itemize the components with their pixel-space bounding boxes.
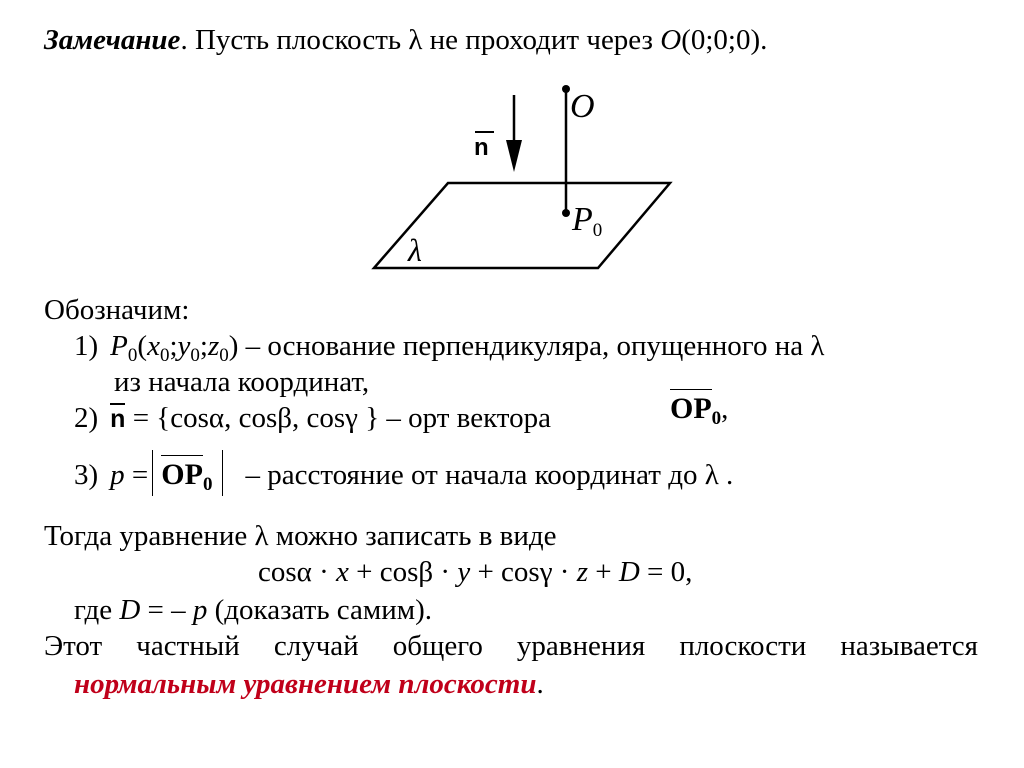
remark-text: . Пусть плоскость λ не проходит через — [180, 24, 661, 56]
normal-arrow-head — [506, 140, 522, 172]
notation-intro: Обозначим: — [44, 294, 190, 326]
remark-point: O — [660, 24, 682, 56]
remark-coords: (0;0;0). — [681, 24, 768, 56]
label-P0: $P_0$ — [572, 201, 603, 241]
label-n: n — [474, 134, 489, 161]
equation-intro: Тогда уравнение λ можно записать в виде — [44, 520, 557, 552]
where-line: где D = – p (доказать самим). — [74, 594, 433, 626]
label-lambda: λ — [408, 232, 422, 268]
origin-point — [562, 85, 570, 93]
vector-OP0: $OP_0$, — [670, 394, 728, 424]
foot-point — [562, 209, 570, 217]
item1-cont: из начала координат, — [114, 366, 370, 398]
label-O: O — [570, 88, 595, 125]
highlighted-term: нормальным уравнением плоскости — [74, 668, 537, 700]
item3: 3) $p = OP_0$ – расстояние от начала координат до λ . — [74, 450, 733, 496]
conclusion-text: Этот частный случай общего уравнения плоскости называется — [44, 630, 978, 662]
item1: 1) $P_0(x_0;y_0;z_0)$ – основание перпендикуляра, опущенного на λ — [74, 330, 825, 366]
conclusion-term: нормальным уравнением плоскости. — [74, 668, 544, 700]
remark-label: Замечание — [44, 24, 181, 56]
item2: 2) n = {cosα, cosβ, cosγ } – орт вектора — [74, 402, 551, 434]
normal-equation: cosα · x + cosβ · y + cosγ · z + D = 0, — [258, 556, 693, 588]
